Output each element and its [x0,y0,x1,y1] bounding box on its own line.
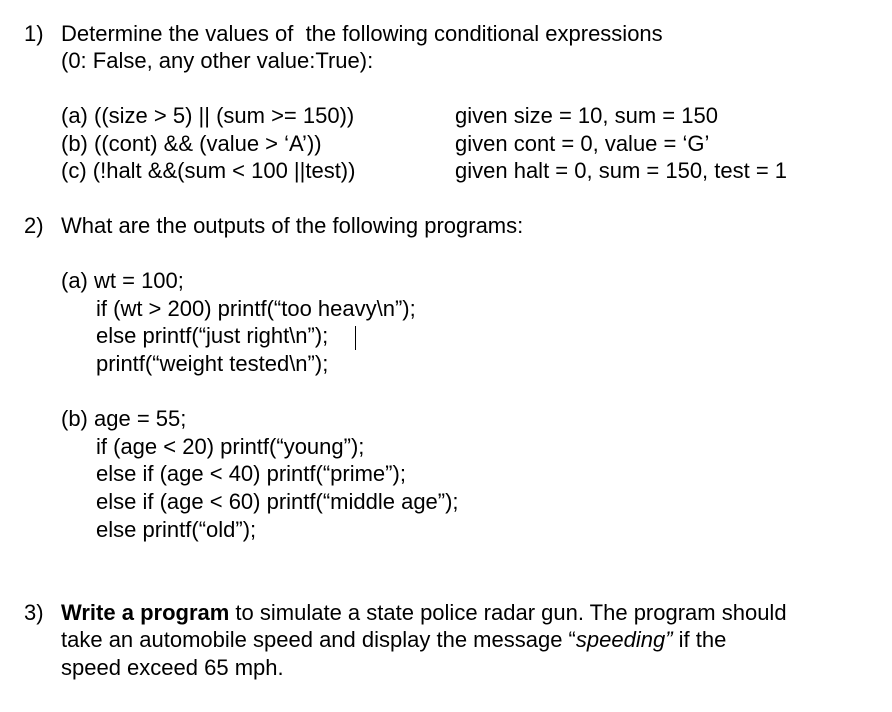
bold-lead: Write a program [61,600,230,625]
question-line-3: speed exceed 65 mph. [61,655,284,680]
text-cursor [355,326,356,350]
question-subprompt: (0: False, any other value:True): [61,48,374,73]
line-2-post: if the [672,627,727,652]
expression-a: (a) ((size > 5) || (sum >= 150)) [61,103,355,128]
speeding-term: speeding” [575,627,673,652]
program-b-line: (b) age = 55; [61,406,187,431]
question-number: 3) [24,600,44,625]
program-a-line: (a) wt = 100; [61,268,184,293]
question-line-1 [61,599,787,626]
program-a-line: else printf(“just right\n”); [96,323,329,348]
question-line-2 [61,626,726,653]
given-a: given size = 10, sum = 150 [455,103,718,128]
expression-c: (c) (!halt &&(sum < 100 ||test)) [61,158,356,183]
question-prompt: What are the outputs of the following programs: [61,213,524,238]
question-prompt: Determine the values of the following conditional expressions [61,21,663,46]
given-c: given halt = 0, sum = 150, test = 1 [455,158,788,183]
line-1-rest: to simulate a state police radar gun. The program should [229,600,787,625]
given-b: given cont = 0, value = ‘G’ [455,131,710,156]
program-b-line: if (age < 20) printf(“young”); [96,434,365,459]
program-b-line: else if (age < 60) printf(“middle age”); [96,489,459,514]
expression-b: (b) ((cont) && (value > ‘A’)) [61,131,322,156]
program-b-line: else if (age < 40) printf(“prime”); [96,461,406,486]
line-2-pre: take an automobile speed and display the message “ [61,627,576,652]
question-number: 2) [24,213,44,238]
program-a-line: if (wt > 200) printf(“too heavy\n”); [96,296,416,321]
program-b-line: else printf(“old”); [96,517,257,542]
question-number: 1) [24,21,44,46]
program-a-line: printf(“weight tested\n”); [96,351,329,376]
